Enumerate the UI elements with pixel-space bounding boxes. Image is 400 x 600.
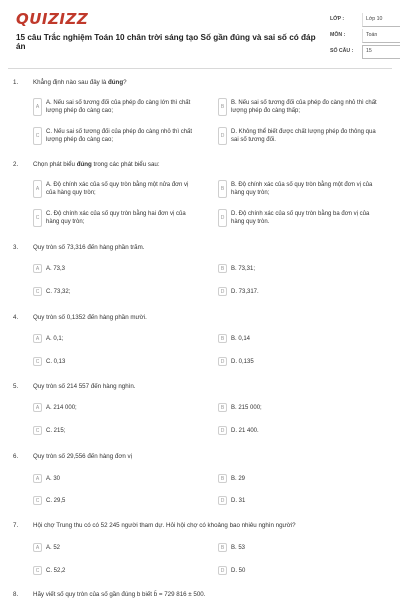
option-text: B. 0,14 (231, 336, 251, 342)
option-text: D. Không thể biết được chất lượng phép đo thông qua sai số tương đối. (231, 129, 376, 143)
option-text: A. 214 000; (46, 405, 77, 411)
option-text: C. 215; (46, 428, 66, 434)
question-text-part: Chọn phát biểu (33, 161, 77, 168)
option-text: C. 52,2 (46, 568, 66, 574)
option-text: D. 21 400. (231, 428, 259, 434)
option-text: A. 0,1; (46, 336, 64, 342)
option-letter: D (218, 127, 227, 145)
option-text: C. Nếu sai số tương đối của phép đo càng nhỏ thì chất lượng phép đo càng cao; (46, 129, 193, 143)
question-number: 3. (13, 244, 19, 251)
option-letter: D (218, 357, 227, 366)
option-letter: D (218, 426, 227, 435)
meta-row-subject (326, 29, 388, 45)
option-letter: C (33, 566, 42, 575)
option-letter: B (218, 98, 227, 116)
option-text: B. 29 (231, 476, 246, 482)
option-text: D. 31 (231, 498, 246, 504)
option-text: C. Độ chính xác của số quy tròn bằng hai đơn vị của hàng quy tròn; (46, 211, 186, 225)
option-letter: A (33, 403, 42, 412)
question-text: Hãy viết số quy tròn của số gần đúng b biết b̄ = 729 816 ± 500. (33, 591, 206, 598)
option-text: A. 52 (46, 545, 61, 551)
option-letter: B (218, 474, 227, 483)
question-number: 8. (13, 591, 19, 598)
question-number: 1. (13, 79, 19, 86)
option-text: B. Độ chính xác của số quy tròn bằng một đơn vị của hàng quy tròn; (231, 182, 373, 196)
question-number: 6. (13, 453, 19, 460)
meta-row-class (326, 13, 388, 29)
question-text: Quy tròn số 29,556 đến hàng đơn vị (33, 453, 132, 460)
option-letter: B (218, 403, 227, 412)
option-text: D. 50 (231, 568, 246, 574)
option-text: B. Nếu sai số tương đối của phép đo càng nhỏ thì chất lượng phép đo càng thấp; (231, 100, 377, 114)
option-letter: C (33, 287, 42, 296)
option-text: C. 73,32; (46, 289, 71, 295)
option-letter: D (218, 496, 227, 505)
option-text: C. 29,5 (46, 498, 66, 504)
question-text: Hội chợ Trung thu có có 52 245 người tham dự. Hỏi hội chợ có khoảng bao nhiêu nghìn người? (33, 522, 296, 529)
option-text: A. Nếu sai số tương đối của phép đo càng lớn thì chất lượng phép đo càng cao; (46, 100, 191, 114)
option-letter: A (33, 474, 42, 483)
quizizz-logo: QUIZIZZ (16, 10, 89, 28)
worksheet-header (0, 0, 400, 68)
option-text: B. 53 (231, 545, 246, 551)
option-letter: C (33, 127, 42, 145)
option-letter: D (218, 287, 227, 296)
option-letter: A (33, 264, 42, 273)
meta-box (326, 13, 388, 61)
meta-label: MÔN : (330, 32, 346, 38)
option-text: B. 215 000; (231, 405, 262, 411)
question-text (33, 79, 388, 86)
option-letter: C (33, 209, 42, 227)
option-letter: C (33, 496, 42, 505)
question-text: Quy tròn số 73,316 đến hàng phần trăm. (33, 244, 145, 251)
option-letter: B (218, 543, 227, 552)
header-divider (8, 68, 392, 69)
meta-row-count (326, 45, 388, 61)
meta-label: LỚP : (330, 16, 345, 22)
question-text-part: Khẳng định nào sau đây là (33, 79, 108, 86)
option-text: D. 73,317. (231, 289, 259, 295)
question-number: 7. (13, 522, 19, 529)
option-letter: B (218, 180, 227, 198)
option-text: D. Độ chính xác của số quy tròn bằng ba đơn vị của hàng quy tròn. (231, 211, 370, 225)
option-letter: C (33, 426, 42, 435)
question-text: Quy tròn số 214 557 đến hàng nghìn. (33, 383, 136, 390)
question-text-part: ? (123, 79, 127, 86)
question-text: Quy tròn số 0,1352 đến hàng phần mười. (33, 314, 147, 321)
meta-value: Lớp 10 (366, 16, 383, 22)
option-text: A. Độ chính xác của số quy tròn bằng một nửa đơn vị của hàng quy tròn; (46, 182, 189, 196)
option-text: B. 73,31; (231, 266, 256, 272)
option-letter: A (33, 334, 42, 343)
option-letter: D (218, 209, 227, 227)
meta-value: Toán (366, 32, 378, 38)
worksheet-title: 15 câu Trắc nghiệm Toán 10 chân trời sáng tạo Số gần đúng và sai số có đáp án (16, 33, 316, 51)
question-number: 5. (13, 383, 19, 390)
option-letter: C (33, 357, 42, 366)
question-text-part: trong các phát biểu sau: (91, 161, 160, 168)
question-text (33, 161, 388, 168)
option-letter: A (33, 180, 42, 198)
question-text-bold: đúng (108, 79, 124, 86)
question-number: 4. (13, 314, 19, 321)
question-text-bold: đúng (76, 161, 92, 168)
option-text: A. 30 (46, 476, 61, 482)
option-letter: A (33, 543, 42, 552)
option-text: C. 0,13 (46, 359, 66, 365)
meta-label: SỐ CÂU : (330, 48, 354, 54)
option-letter: B (218, 264, 227, 273)
meta-value: 15 (366, 48, 372, 54)
option-text: D. 0,135 (231, 359, 254, 365)
option-letter: A (33, 98, 42, 116)
question-number: 2. (13, 161, 19, 168)
option-text: A. 73,3 (46, 266, 66, 272)
option-letter: B (218, 334, 227, 343)
option-letter: D (218, 566, 227, 575)
